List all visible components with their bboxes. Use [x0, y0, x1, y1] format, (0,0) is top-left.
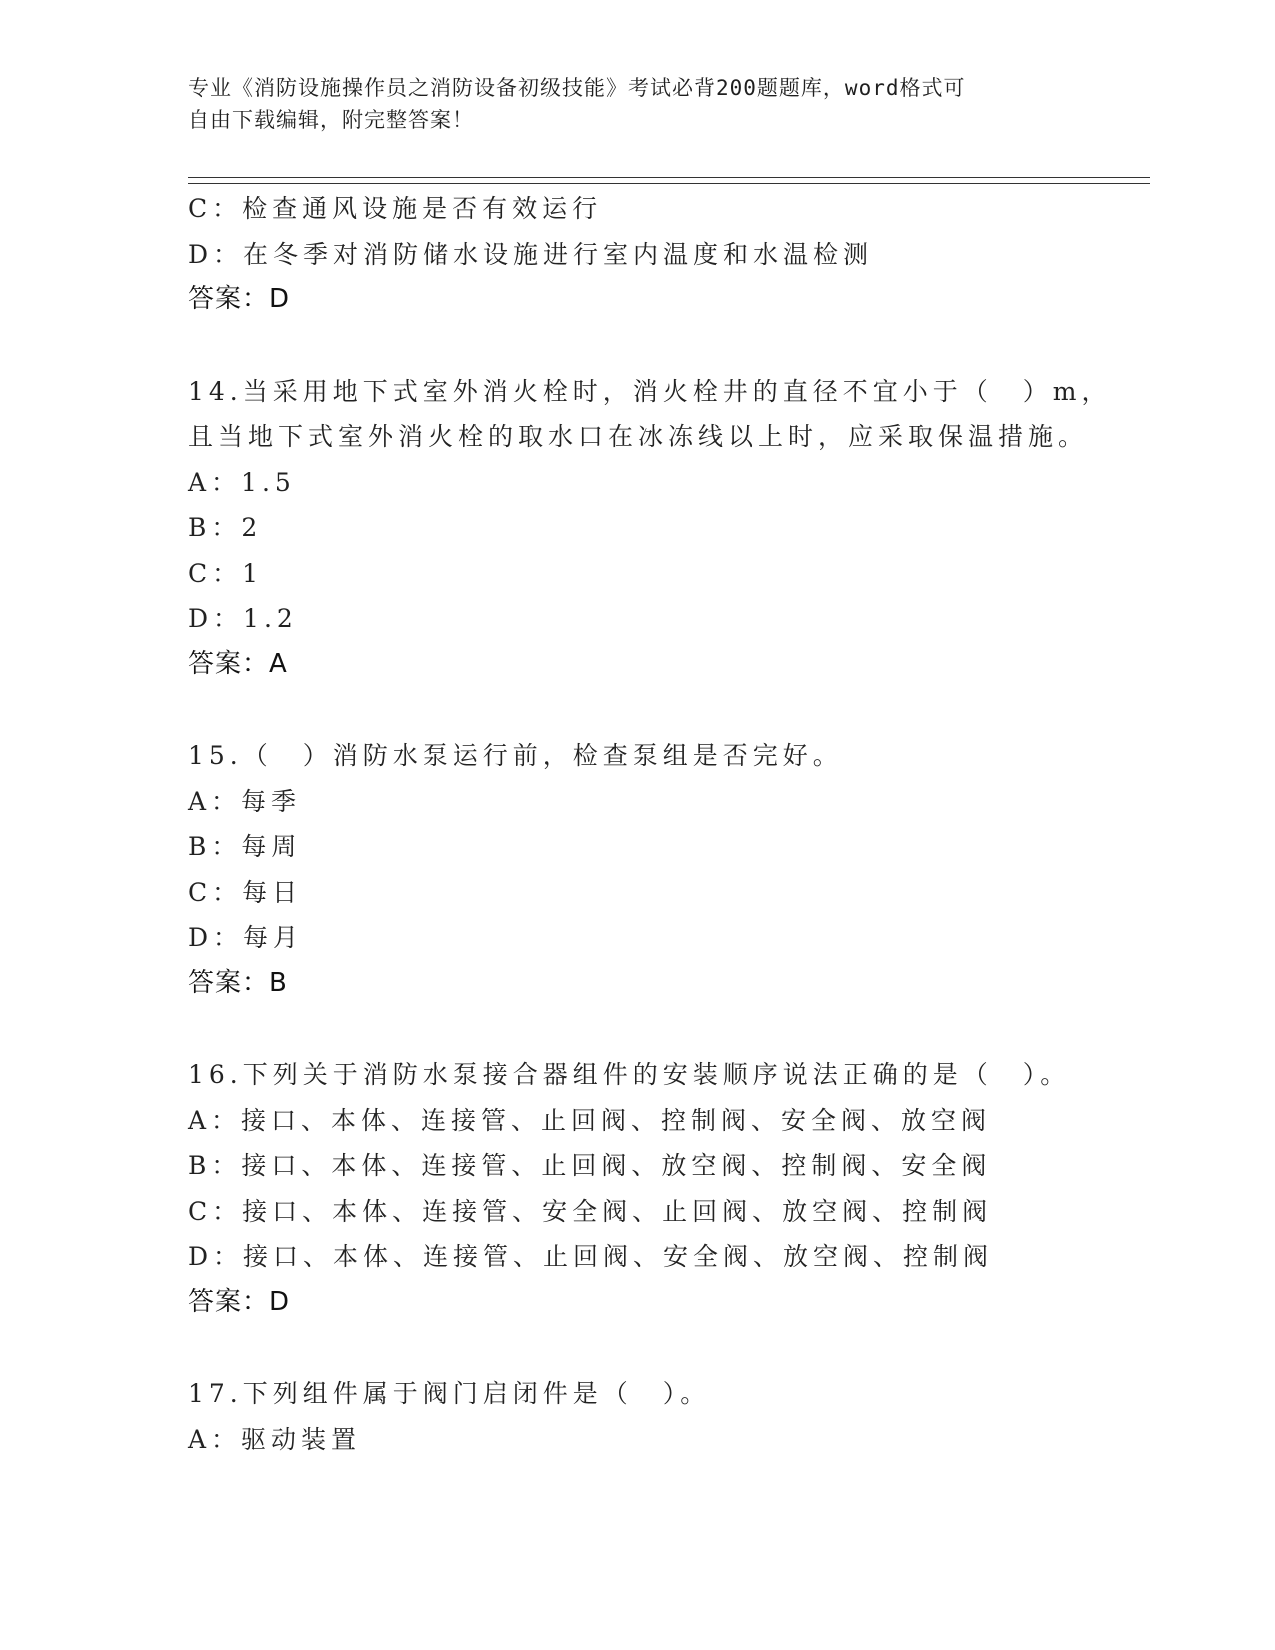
- option-b: B：接口、本体、连接管、止回阀、放空阀、控制阀、安全阀: [188, 1151, 992, 1180]
- header-line-2: 自由下载编辑，附完整答案！: [188, 108, 474, 132]
- answer: 答案：D: [188, 1286, 291, 1317]
- question-stem: 15.（ ）消防水泵运行前，检查泵组是否完好。: [188, 741, 843, 770]
- option-c: C：每日: [188, 877, 303, 907]
- answer: 答案：A: [188, 648, 288, 679]
- question-14: [188, 369, 1148, 688]
- option-d: D：1.2: [188, 604, 298, 633]
- header-divider-top: [188, 177, 1150, 178]
- option-b: B：每周: [188, 832, 302, 861]
- question-list: [188, 186, 1148, 1462]
- question-stem-line-2: 且当地下式室外消火栓的取水口在冰冻线以上时，应采取保温措施。: [188, 422, 1089, 451]
- option-a: A：1.5: [188, 467, 296, 497]
- option-a: A：驱动装置: [188, 1424, 362, 1454]
- option-c: C：检查通风设施是否有效运行: [188, 194, 603, 223]
- question-16: [188, 1052, 1148, 1325]
- option-a: A：接口、本体、连接管、止回阀、控制阀、安全阀、放空阀: [188, 1105, 992, 1135]
- option-c: C：1: [188, 558, 264, 588]
- question-13: [188, 186, 1148, 323]
- document-header: [188, 72, 1088, 136]
- answer: 答案：B: [188, 967, 288, 998]
- question-stem: 17.下列组件属于阀门启闭件是（ ）。: [188, 1379, 711, 1408]
- option-c: C：接口、本体、连接管、安全阀、止回阀、放空阀、控制阀: [188, 1196, 993, 1226]
- question-15: [188, 733, 1148, 1006]
- question-stem: 16.下列关于消防水泵接合器组件的安装顺序说法正确的是（ ）。: [188, 1060, 1071, 1089]
- option-a: A：每季: [188, 786, 302, 816]
- header-line-1: 专业《消防设施操作员之消防设备初级技能》考试必背200题题库，word格式可: [188, 76, 966, 100]
- option-d: D：每月: [188, 923, 304, 952]
- option-b: B：2: [188, 513, 263, 542]
- question-17: [188, 1371, 1148, 1462]
- question-stem-line-1: 14.当采用地下式室外消火栓时，消火栓井的直径不宜小于（ ）m，: [188, 376, 1112, 406]
- option-d: D：接口、本体、连接管、止回阀、安全阀、放空阀、控制阀: [188, 1242, 994, 1271]
- option-d: D：在冬季对消防储水设施进行室内温度和水温检测: [188, 239, 874, 269]
- header-divider-bottom: [188, 183, 1150, 184]
- answer: 答案：D: [188, 284, 291, 314]
